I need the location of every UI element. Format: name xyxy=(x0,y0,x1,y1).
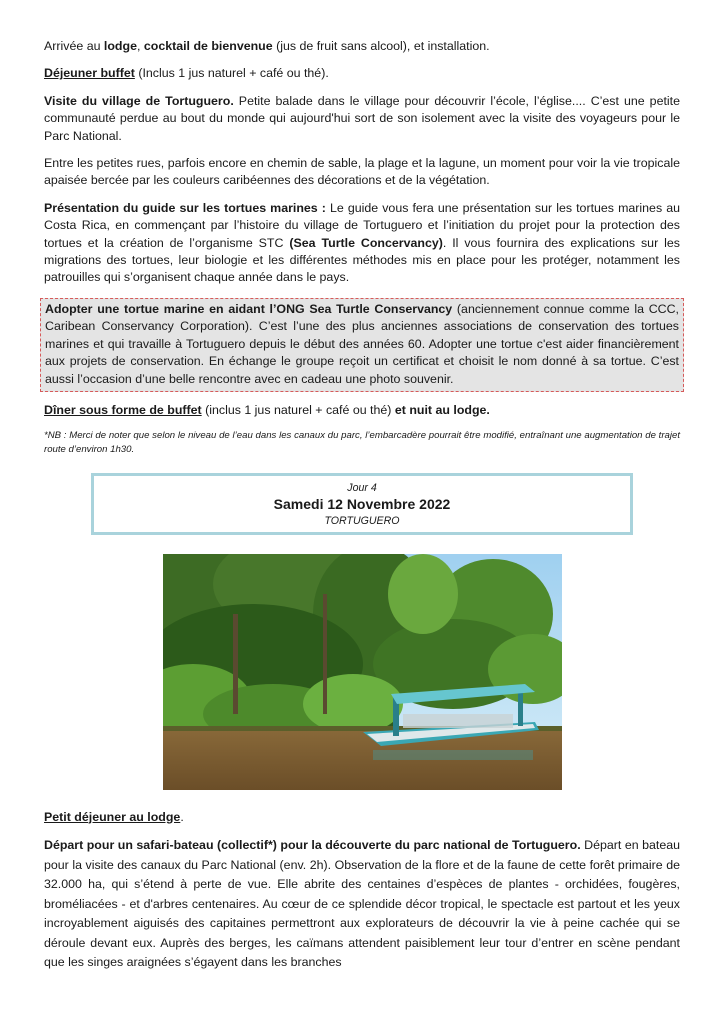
lunch-text: (Inclus 1 jus naturel + café ou thé). xyxy=(134,66,329,81)
guide-heading: Présentation du guide sur les tortues marines : xyxy=(44,200,326,215)
day-number: Jour 4 xyxy=(347,481,377,494)
boat-canal-photo xyxy=(163,554,562,790)
adopt-text: (anciennement connue comme la CCC, Caribean Conservancy Corporation). C’est l’une des plus anciennes associations de conservation des tortues marines et qui travaille à Tortuguero depuis le début des années 60. Adopter une tortue c'est aider financièrement aux projets de conservation. En échange le groupe reçoit un certificat et choisit le nom donné à sa tortue. C’est aussi l’occasion d’une belle rencontre avec en cadeau une photo souvenir. xyxy=(45,301,679,386)
guide-text: Le guide vous fera une présentation sur les tortues marines au Costa Rica, en commençant par l’histoire du village de Tortuguero et l’initiation du projet pour la protection des tortues et la création de l’organisme STC xyxy=(44,200,680,250)
guide-paragraph xyxy=(44,200,680,287)
lunch-heading: Déjeuner buffet xyxy=(44,66,135,81)
safari-text: Départ en bateau pour la visite des canaux du Parc National (env. 2h). Observation de la flore et de la faune de cette forêt primaire de 32.000 ha, qui s’étend à perte de vue. Elle abrite des centaines d’espèces de plantes - orchidées, fougères, broméliacées - et d'arbres centenaires. Au cœur de ce splendide décor tropical, le spectacle est partout et les yeux incroyablement aiguisés des capitaines permettront aux explorateurs de découvrir la vie à peine cachée qui se déroule devant eux. Auprès des berges, les caïmans attendent paisiblement leur tour d’entrer en scène pendant que les singes araignées s’égayent dans les branches xyxy=(44,837,680,970)
day-place: TORTUGUERO xyxy=(324,514,400,527)
village-paragraph xyxy=(44,93,680,145)
dinner-text: (inclus 1 jus naturel + café ou thé) xyxy=(201,402,395,417)
adopt-turtle-box xyxy=(40,298,684,392)
cocktail-bold: cocktail de bienvenue xyxy=(143,39,273,53)
dinner-paragraph xyxy=(44,402,680,419)
safari-paragraph xyxy=(44,836,680,973)
breakfast-period: . xyxy=(180,809,184,824)
village-heading: Visite du village de Tortuguero. xyxy=(44,93,234,108)
arrival-rest-text: (jus de fruit sans alcool), et installation. xyxy=(272,39,490,53)
stc-bold: (Sea Turtle Concervancy) xyxy=(289,235,443,250)
dinner-heading: Dîner sous forme de buffet xyxy=(44,402,202,417)
lodge-bold: lodge xyxy=(103,39,137,53)
night-lodge-bold: et nuit au lodge. xyxy=(394,402,490,417)
arrival-paragraph xyxy=(44,38,680,55)
breakfast-paragraph xyxy=(44,809,680,826)
separator-text: , xyxy=(136,39,144,53)
breakfast-heading: Petit déjeuner au lodge xyxy=(44,809,181,824)
document-page xyxy=(44,38,680,973)
nb-note: *NB : Merci de noter que selon le niveau de l’eau dans les canaux du parc, l’embarcadère pourrait être modifié, entraînant une augmentation de trajet route d’environ 1h30. xyxy=(44,430,680,455)
streets-text: Entre les petites rues, parfois encore en chemin de sable, la plage et la lagune, un moment pour voir la vie tropicale apaisée bercée par les couleurs caribéennes des décorations et de la végétation. xyxy=(44,156,680,188)
safari-heading: Départ pour un safari-bateau (collectif*) pour la découverte du parc national de Tortuguero. xyxy=(44,837,581,852)
village-text: Petite balade dans le village pour découvrir l’école, l’église.... C’est une petite communauté perdue au bout du monde qui aujourd'hui sort de son isolement avec la visite des voyageurs pour le Parc National. xyxy=(44,93,680,143)
streets-paragraph xyxy=(44,155,680,190)
lunch-paragraph xyxy=(44,65,680,82)
day-header-box xyxy=(91,473,633,535)
guide-rest-text: . Il vous fournira des explications sur les migrations des tortues, leur biologie et les différentes méthodes mis en place pour les protéger, notamment les patrouilles qui s’organisent chaque année dans le pays. xyxy=(44,235,680,285)
arrival-text: Arrivée au xyxy=(44,39,104,53)
adopt-heading: Adopter une tortue marine en aidant l’ONG Sea Turtle Conservancy xyxy=(45,301,453,316)
day-date: Samedi 12 Novembre 2022 xyxy=(273,495,451,512)
